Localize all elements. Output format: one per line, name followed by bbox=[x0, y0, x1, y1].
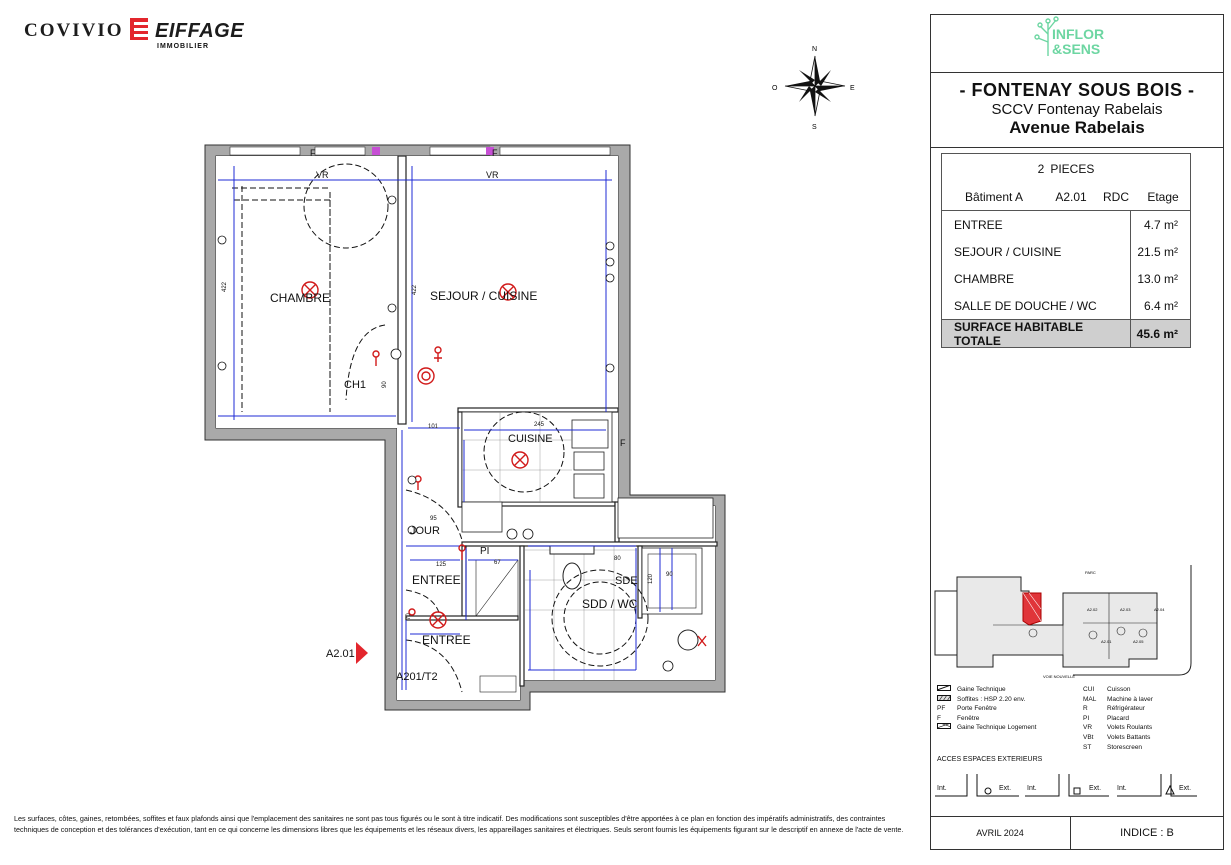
legend-text: Placard bbox=[1107, 714, 1130, 722]
surface-table bbox=[941, 153, 1191, 348]
dim-125: 125 bbox=[436, 562, 447, 568]
legend-left bbox=[937, 685, 1036, 733]
eiffage-logo-mark bbox=[130, 18, 148, 40]
mark-vr-1: VR bbox=[316, 170, 329, 180]
acces-seuil-icon bbox=[985, 788, 991, 794]
compass-e: E bbox=[850, 85, 855, 92]
room-entree-2: ENTREE bbox=[422, 633, 471, 647]
legend-text: Fenêtre bbox=[957, 714, 980, 722]
inflor-sens-logo bbox=[1018, 12, 1128, 62]
surface-label: SALLE DE DOUCHE / WC bbox=[954, 298, 1097, 313]
mark-f-1: F bbox=[310, 148, 316, 158]
eiffage-logo-sub: IMMOBILIER bbox=[157, 43, 209, 50]
dim-120: 120 bbox=[648, 573, 654, 584]
mark-f-3: F bbox=[620, 438, 626, 448]
legend-text: Volets Battants bbox=[1107, 733, 1151, 741]
divider bbox=[930, 147, 1224, 148]
divider bbox=[930, 72, 1224, 73]
legend-item bbox=[1083, 714, 1153, 724]
surface-row bbox=[942, 292, 1190, 319]
room-cuisine: CUISINE bbox=[508, 433, 553, 445]
mark-f-2: F bbox=[492, 148, 498, 158]
eiffage-logo: EIFFAGE bbox=[155, 20, 245, 42]
legend-text: Machine à laver bbox=[1107, 695, 1153, 703]
legend-code: ST bbox=[1083, 743, 1092, 751]
acces-int: Int. bbox=[1117, 785, 1127, 792]
legend-code: CUI bbox=[1083, 686, 1095, 693]
legend-item bbox=[937, 695, 1036, 705]
dim-90: 90 bbox=[382, 381, 388, 388]
legend-text: Cuisson bbox=[1107, 686, 1131, 693]
acces-title: ACCES ESPACES EXTERIEURS bbox=[937, 756, 1043, 763]
room-sejour: SEJOUR / CUISINE bbox=[430, 289, 538, 303]
plan-indice: INDICE : B bbox=[1120, 827, 1174, 839]
keyplan-parc: PARC bbox=[1085, 570, 1096, 575]
keyplan-a204: A2.04 bbox=[1154, 607, 1165, 612]
inflor-text: INFLOR bbox=[1052, 26, 1105, 42]
covivio-logo: COVIVIO bbox=[24, 20, 124, 41]
etage-label: Etage bbox=[1147, 190, 1179, 204]
gaine-icon bbox=[937, 685, 953, 695]
legend-code: R bbox=[1083, 705, 1088, 713]
keyplan-a203: A2.03 bbox=[1120, 607, 1131, 612]
legend-item bbox=[1083, 695, 1153, 705]
dim-422b: 422 bbox=[412, 284, 418, 295]
acces-marche-icon bbox=[1074, 788, 1080, 794]
legend-item bbox=[1083, 685, 1153, 695]
unit-info-row bbox=[942, 184, 1190, 211]
room-pi: PI bbox=[480, 546, 490, 557]
project-sccv: SCCV Fontenay Rabelais bbox=[991, 101, 1163, 118]
surface-value: 4.7 m² bbox=[1130, 211, 1190, 238]
legend-item bbox=[1083, 704, 1153, 714]
entry-arrow-icon bbox=[356, 642, 368, 664]
keyplan-a205: A2.05 bbox=[1133, 639, 1144, 644]
legend-text: Soffites : HSP 2.20 env. bbox=[957, 695, 1026, 703]
surface-total-row bbox=[942, 319, 1190, 347]
room-entree-1: ENTREE bbox=[412, 573, 461, 587]
surface-row bbox=[942, 211, 1190, 238]
legend-text: Gaine Technique Logement bbox=[957, 724, 1037, 732]
plan-date: AVRIL 2024 bbox=[930, 816, 1071, 850]
keyplan-a202: A2.02 bbox=[1087, 607, 1098, 612]
legend-right bbox=[1083, 685, 1153, 752]
dim-95: 95 bbox=[430, 516, 437, 522]
legend-text: Porte Fenêtre bbox=[957, 705, 997, 713]
acces-diagrams bbox=[933, 766, 1199, 806]
key-plan bbox=[933, 563, 1199, 680]
legend-code: VBt bbox=[1083, 733, 1094, 741]
room-sejour-short: JOUR bbox=[410, 525, 440, 537]
unit-highlight bbox=[1023, 593, 1041, 625]
legend-item bbox=[1083, 733, 1153, 743]
surface-label: CHAMBRE bbox=[954, 271, 1015, 286]
room-a201t2: A201/T2 bbox=[396, 671, 438, 683]
lot-marker-label: A2.01 bbox=[326, 648, 355, 660]
room-sde: SDE bbox=[615, 575, 638, 587]
surface-value: 6.4 m² bbox=[1130, 292, 1190, 319]
legend-item bbox=[1083, 723, 1153, 733]
surface-label: SEJOUR / CUISINE bbox=[954, 244, 1062, 259]
legend-code: VR bbox=[1083, 724, 1093, 732]
acces-int: Int. bbox=[1027, 785, 1037, 792]
legend-text: Volets Roulants bbox=[1107, 724, 1153, 732]
pieces-label: PIECES bbox=[1050, 162, 1095, 176]
surface-value: 21.5 m² bbox=[1130, 238, 1190, 265]
soffite-icon bbox=[937, 695, 953, 705]
legend-code: PF bbox=[937, 705, 946, 713]
acces-ext: Ext. bbox=[1089, 785, 1102, 792]
niveau: RDC bbox=[1103, 190, 1129, 204]
surface-total-value: 45.6 m² bbox=[1130, 320, 1190, 347]
legend-item bbox=[937, 714, 1036, 724]
dim-101: 101 bbox=[428, 424, 439, 430]
compass-s: S bbox=[812, 124, 817, 130]
dim-67: 67 bbox=[494, 560, 501, 566]
legend-text: Gaine Technique bbox=[957, 686, 1006, 693]
surface-value: 13.0 m² bbox=[1130, 265, 1190, 292]
surface-label: ENTREE bbox=[954, 217, 1003, 232]
compass-o: O bbox=[772, 85, 778, 92]
pieces-header bbox=[942, 154, 1190, 184]
legend-code: MAL bbox=[1083, 695, 1097, 703]
legend-code: F bbox=[937, 714, 941, 722]
compass-n: N bbox=[812, 46, 818, 53]
project-city: - FONTENAY SOUS BOIS - bbox=[959, 80, 1195, 100]
disclaimer: Les surfaces, côtes, gaines, retombées, soffites et faux plafonds ainsi que l'emplacement des sanitaires ne sont pas tous figurés ou le sont à titre indicatif. Des modifications sont susceptibles d'être apportées à ce plan en fonction des impératifs administratifs, des contraintes techniques de conception et des tolérances d'exécution, tant en ce qui concerne les dimensions libres que les équipements et les réseaux divers, les appareillages sanitaires et électriques. Seuls seront fournis les équipements figurant sur le descriptif en annexe de l'acte de vente. bbox=[14, 814, 904, 834]
legend-item bbox=[1083, 743, 1153, 753]
dim-422a: 422 bbox=[222, 281, 228, 292]
acces-ext: Ext. bbox=[999, 785, 1012, 792]
dim-245: 245 bbox=[534, 422, 545, 428]
floor-plan bbox=[200, 140, 730, 720]
legend-code: PI bbox=[1083, 714, 1090, 722]
mark-vr-2: VR bbox=[486, 170, 499, 180]
legend-text: Storescreen bbox=[1107, 743, 1143, 751]
batiment: Bâtiment A bbox=[964, 190, 1024, 204]
gaine-logement-icon bbox=[937, 723, 953, 733]
compass-rose-icon bbox=[770, 44, 862, 130]
legend-item bbox=[937, 704, 1036, 714]
room-ch1: CH1 bbox=[344, 379, 367, 391]
dim-90b: 90 bbox=[666, 572, 673, 578]
legend-item bbox=[937, 685, 1036, 695]
keyplan-voie: VOIE NOUVELLE bbox=[1043, 674, 1076, 679]
surface-row bbox=[942, 265, 1190, 292]
project-street: Avenue Rabelais bbox=[1009, 118, 1145, 137]
pieces-count: 2 bbox=[1037, 162, 1045, 176]
sens-text: &SENS bbox=[1052, 41, 1101, 57]
room-chambre: CHAMBRE bbox=[270, 291, 331, 305]
acces-int: Int. bbox=[937, 785, 947, 792]
acces-ressaut-icon bbox=[1166, 786, 1174, 794]
keyplan-a201: A2.01 bbox=[1101, 639, 1112, 644]
legend-item bbox=[937, 723, 1036, 733]
legend-text: Réfrigérateur bbox=[1107, 705, 1145, 713]
dim-80: 80 bbox=[614, 556, 621, 562]
acces-ext: Ext. bbox=[1179, 785, 1192, 792]
dim-70: 70 bbox=[406, 613, 412, 620]
surface-row bbox=[942, 238, 1190, 265]
surface-total-label: SURFACE HABITABLE TOTALE bbox=[954, 319, 1084, 348]
room-sdd: SDD / WC bbox=[582, 597, 638, 611]
lot-number: A2.01 bbox=[1055, 190, 1087, 204]
